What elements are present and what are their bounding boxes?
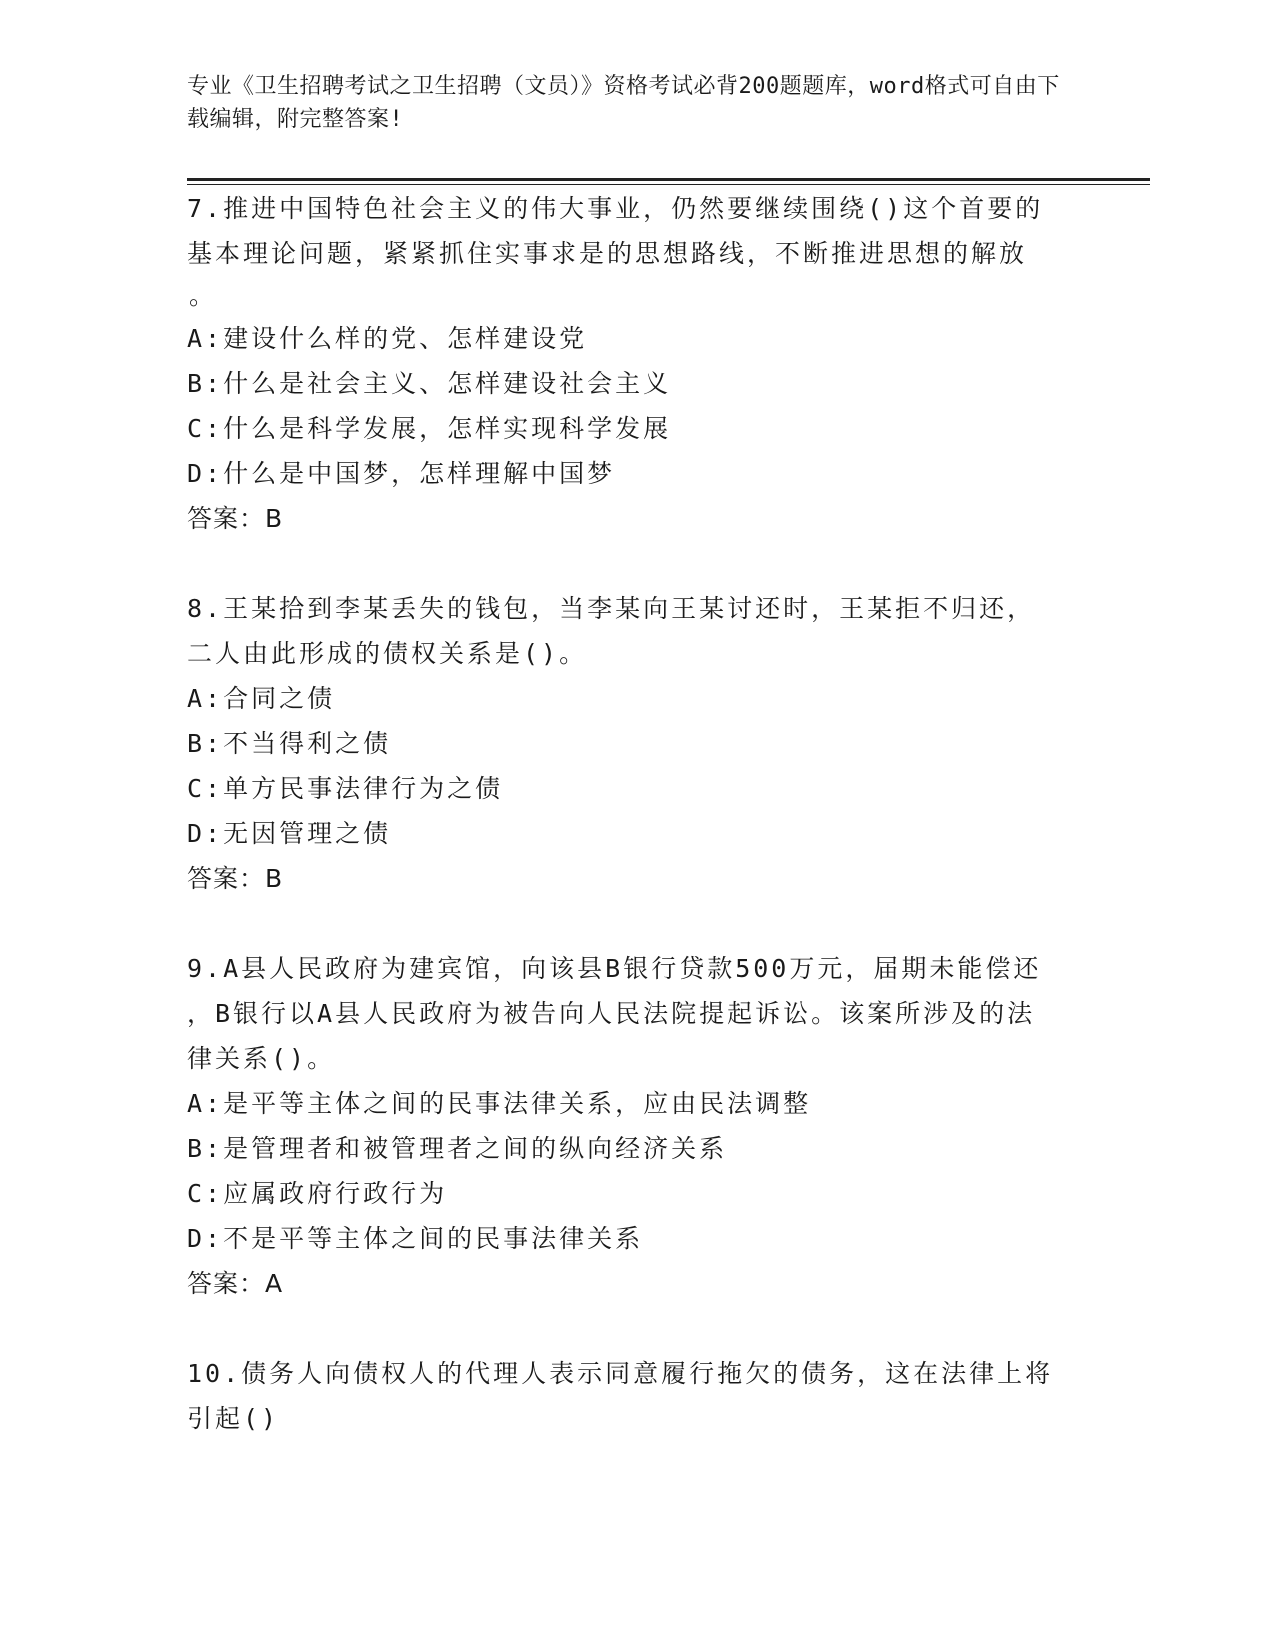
option-a: A:建设什么样的党、怎样建设党 [187,324,588,353]
question-list [187,186,1087,1441]
option-c: C:什么是科学发展，怎样实现科学发展 [187,414,672,443]
question-stem-line: 二人由此形成的债权关系是()。 [187,639,588,668]
question-9 [187,946,1087,1306]
answer: 答案：B [187,504,284,533]
question-stem-line: ，B银行以A县人民政府为被告向人民法院提起诉讼。该案所涉及的法 [187,999,1036,1028]
question-7 [187,186,1087,541]
question-10 [187,1351,1087,1441]
question-stem-line: 7.推进中国特色社会主义的伟大事业，仍然要继续围绕()这个首要的 [187,194,1044,223]
option-b: B:是管理者和被管理者之间的纵向经济关系 [187,1134,728,1163]
header-rule-thick [187,178,1150,181]
option-d: D:无因管理之债 [187,819,392,848]
option-c: C:单方民事法律行为之债 [187,774,504,803]
question-stem-line: 引起() [187,1404,280,1433]
option-a: A:是平等主体之间的民事法律关系，应由民法调整 [187,1089,812,1118]
answer: 答案：A [187,1269,284,1298]
option-b: B:什么是社会主义、怎样建设社会主义 [187,369,672,398]
answer: 答案：B [187,864,284,893]
option-c: C:应属政府行政行为 [187,1179,448,1208]
question-stem-line: 律关系()。 [187,1044,336,1073]
question-stem-line: 基本理论问题，紧紧抓住实事求是的思想路线，不断推进思想的解放 [187,239,1028,268]
option-d: D:不是平等主体之间的民事法律关系 [187,1224,644,1253]
option-a: A:合同之债 [187,684,336,713]
header-rule-thin [187,184,1150,185]
question-stem-line: 。 [189,281,218,310]
question-stem-line: 9.A县人民政府为建宾馆，向该县B银行贷款500万元，届期未能偿还 [187,954,1042,983]
option-b: B:不当得利之债 [187,729,392,758]
option-d: D:什么是中国梦，怎样理解中国梦 [187,459,616,488]
question-stem-line: 8.王某拾到李某丢失的钱包，当李某向王某讨还时，王某拒不归还， [187,594,1036,623]
question-stem-line: 10.债务人向债权人的代理人表示同意履行拖欠的债务，这在法律上将 [187,1359,1054,1388]
question-8 [187,586,1087,901]
document-header: 专业《卫生招聘考试之卫生招聘（文员）》资格考试必背200题题库，word格式可自由下载编辑，附完整答案! [187,74,1060,132]
